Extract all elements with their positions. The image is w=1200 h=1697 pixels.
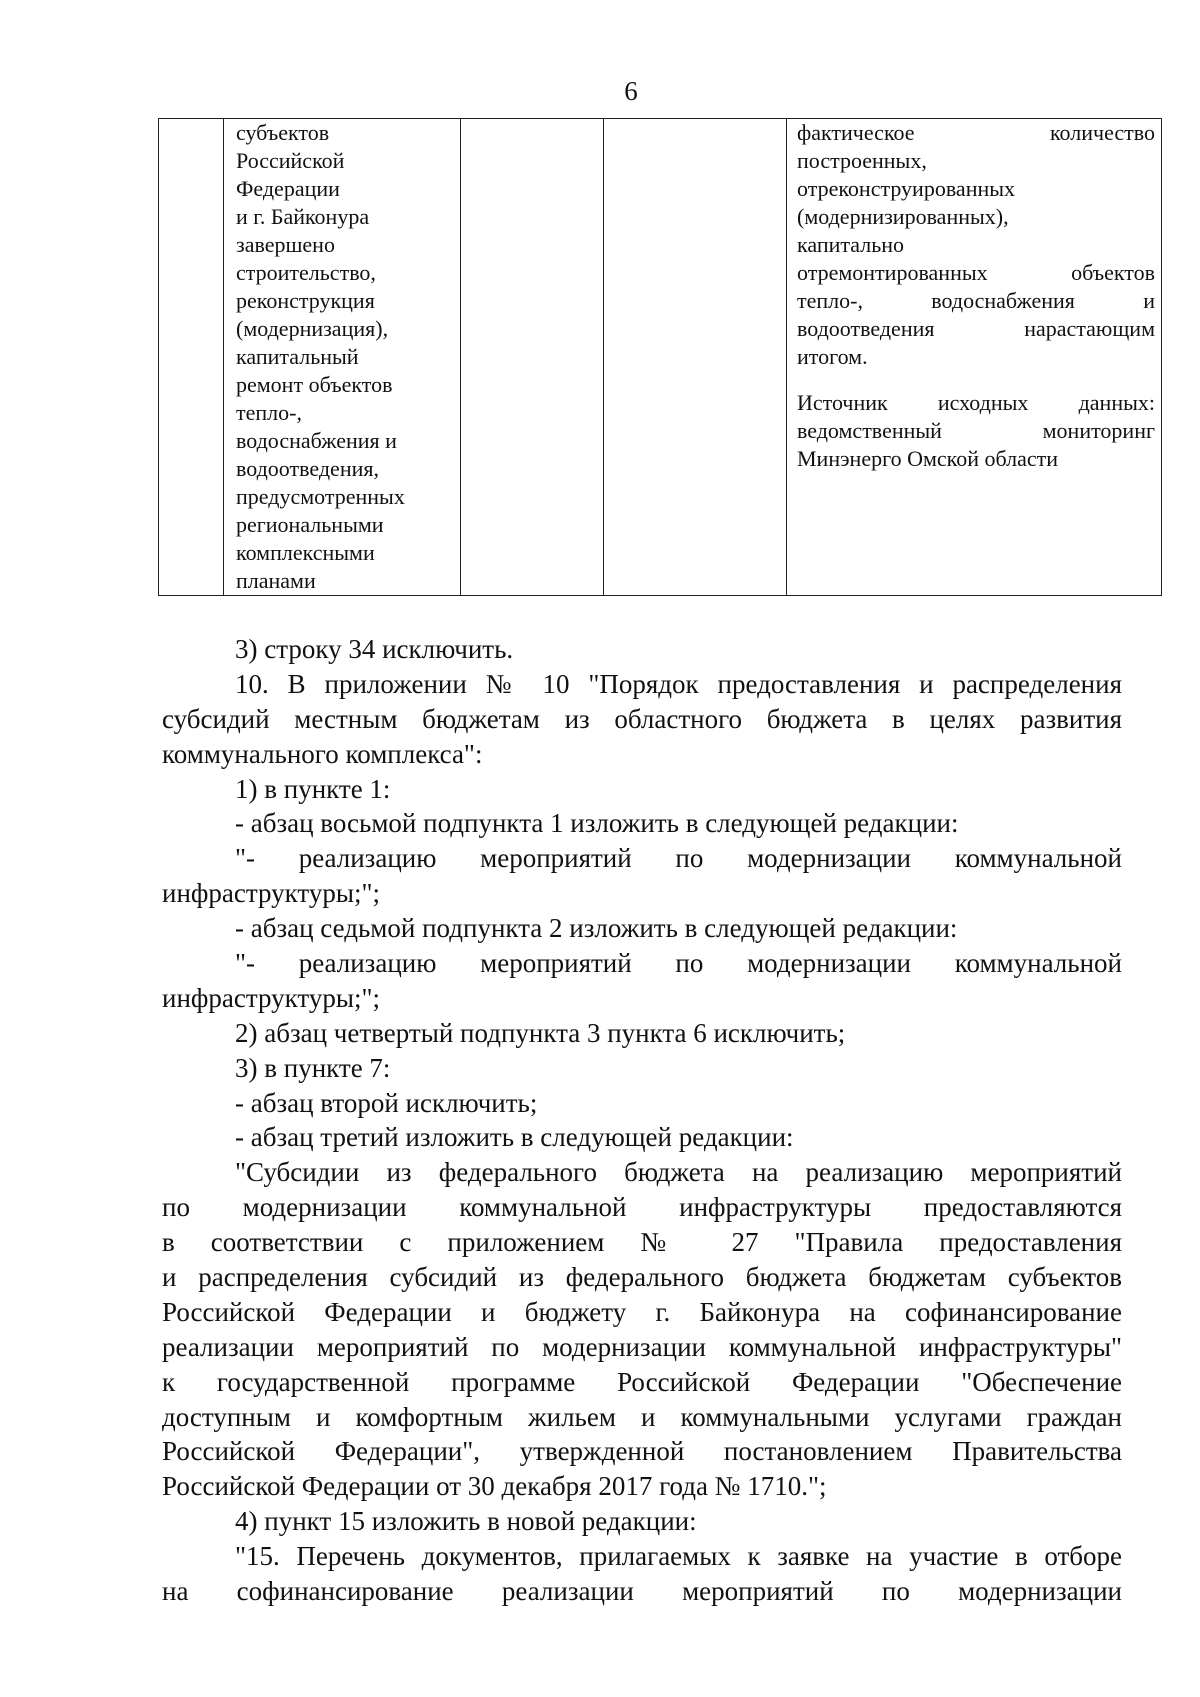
cell-line: Минэнерго Омской области xyxy=(797,446,1059,471)
cell-spacer xyxy=(797,371,1155,389)
body-line: "- реализацию мероприятий по модернизации коммунальной xyxy=(235,843,1122,874)
body-line: Российской Федерации и бюджету г. Байконура на софинансирование xyxy=(162,1296,1122,1327)
body-line: на софинансирование реализации мероприятий по модернизации xyxy=(162,1576,1122,1607)
cell-line: тепло-, xyxy=(236,400,302,425)
body-line: 4) пункт 15 изложить в новой редакции: xyxy=(235,1506,697,1537)
body-line: к государственной программе Российской Федерации "Обеспечение xyxy=(162,1366,1122,1397)
cell-line: строительство, xyxy=(236,260,376,285)
table-cell-empty-4 xyxy=(604,119,787,596)
cell-line: Российской xyxy=(236,148,345,173)
cell-line: реконструкция xyxy=(236,288,375,313)
cell-line: капитально xyxy=(797,232,905,257)
indicator-table xyxy=(158,118,1162,596)
cell-line: тепло-, водоснабжения и xyxy=(797,288,1155,313)
cell-line: предусмотренных xyxy=(236,484,405,509)
body-line: субсидий местным бюджетам из областного бюджета в целях развития xyxy=(162,703,1122,734)
body-line: доступным и комфортным жильем и коммунальными услугами граждан xyxy=(162,1401,1122,1432)
cell-line: (модернизация), xyxy=(236,316,389,341)
cell-line: Федерации xyxy=(236,176,340,201)
body-line: - абзац третий изложить в следующей редакции: xyxy=(235,1122,794,1153)
body-line: - абзац восьмой подпункта 1 изложить в следующей редакции: xyxy=(235,808,959,839)
page-number: 6 xyxy=(624,76,638,106)
cell-line: отремонтированных объектов xyxy=(797,260,1155,285)
table-cell-description xyxy=(224,119,461,596)
cell-line: водоотведения, xyxy=(236,456,379,481)
body-line: 3) в пункте 7: xyxy=(235,1052,391,1083)
body-line: 3) строку 34 исключить. xyxy=(235,634,514,664)
body-line: 10. В приложении № 10 "Порядок предоставления и распределения xyxy=(235,668,1122,699)
body-line: по модернизации коммунальной инфраструктуры предоставляются xyxy=(162,1192,1122,1223)
cell-line: итогом. xyxy=(797,344,868,369)
body-line: реализации мероприятий по модернизации коммунальной инфраструктуры" xyxy=(162,1331,1122,1362)
cell-line: (модернизированных), xyxy=(797,204,1009,229)
table-cell-methodology xyxy=(787,119,1162,596)
body-line: 2) абзац четвертый подпункта 3 пункта 6 исключить; xyxy=(235,1017,846,1048)
cell-line: ремонт объектов xyxy=(236,372,393,397)
body-line: в соответствии с приложением № 27 "Правила предоставления xyxy=(162,1227,1122,1258)
table-cell-empty-3 xyxy=(461,119,604,596)
cell-line: фактическое количество xyxy=(797,120,1155,145)
body-line: инфраструктуры;"; xyxy=(162,878,381,909)
body-line: Российской Федерации", утвержденной постановлением Правительства xyxy=(162,1436,1122,1467)
cell-line: субъектов xyxy=(236,120,330,145)
cell-line: отреконструированных xyxy=(797,176,1016,201)
document-body xyxy=(162,632,1122,1609)
body-line: и распределения субсидий из федерального бюджета бюджетам субъектов xyxy=(162,1262,1122,1293)
cell-line: водоотведения нарастающим xyxy=(797,316,1155,341)
body-line: инфраструктуры;"; xyxy=(162,982,381,1013)
cell-line: планами xyxy=(236,568,316,593)
body-line: "- реализацию мероприятий по модернизации коммунальной xyxy=(235,948,1122,979)
body-line: коммунального комплекса": xyxy=(162,738,483,769)
body-line: 1) в пункте 1: xyxy=(235,773,391,804)
cell-line: и г. Байконура xyxy=(236,204,370,229)
cell-line: ведомственный мониторинг xyxy=(797,418,1155,443)
body-line: Российской Федерации от 30 декабря 2017 года № 1710."; xyxy=(162,1471,827,1502)
cell-line: построенных, xyxy=(797,148,927,173)
body-line: - абзац седьмой подпункта 2 изложить в следующей редакции: xyxy=(235,913,958,944)
cell-line: завершено xyxy=(236,232,335,257)
table-row xyxy=(159,119,1162,596)
cell-line: региональными xyxy=(236,512,384,537)
table-cell-empty-1 xyxy=(159,119,224,596)
body-line: "Субсидии из федерального бюджета на реализацию мероприятий xyxy=(235,1157,1122,1188)
body-line: - абзац второй исключить; xyxy=(235,1087,538,1118)
cell-line: Источник исходных данных: xyxy=(797,390,1155,415)
cell-line: комплексными xyxy=(236,540,375,565)
cell-line: капитальный xyxy=(236,344,359,369)
body-line: "15. Перечень документов, прилагаемых к заявке на участие в отборе xyxy=(235,1541,1122,1572)
cell-line: водоснабжения и xyxy=(236,428,397,453)
